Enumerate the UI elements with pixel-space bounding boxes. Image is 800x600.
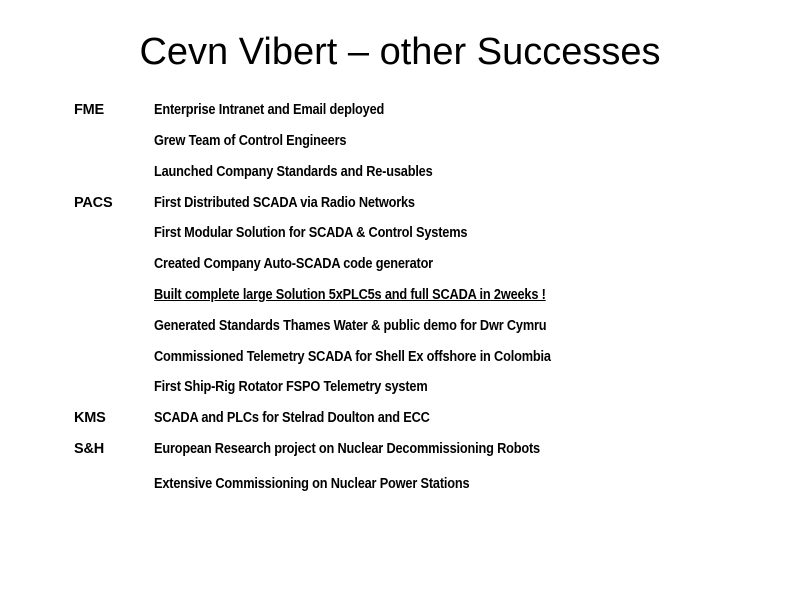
list-item xyxy=(74,285,774,305)
achievement-text: First Modular Solution for SCADA & Control Systems xyxy=(154,225,468,241)
list-item xyxy=(74,377,774,397)
achievement-text: Grew Team of Control Engineers xyxy=(154,133,347,149)
list-item xyxy=(74,193,774,213)
achievement-text: Commissioned Telemetry SCADA for Shell Ex offshore in Colombia xyxy=(154,349,551,365)
achievement-text: First Ship-Rig Rotator FSPO Telemetry system xyxy=(154,379,428,395)
achievement-text: Extensive Commissioning on Nuclear Power Stations xyxy=(154,476,470,492)
list-item xyxy=(74,439,774,459)
list-item xyxy=(74,254,774,274)
achievement-text: Built complete large Solution 5xPLC5s and full SCADA in 2weeks ! xyxy=(154,287,546,303)
achievement-text: Created Company Auto-SCADA code generator xyxy=(154,256,433,272)
org-label: KMS xyxy=(74,410,106,426)
org-label: PACS xyxy=(74,195,113,211)
list-item xyxy=(74,408,774,428)
list-item xyxy=(74,474,774,494)
slide-title: Cevn Vibert – other Successes xyxy=(139,31,661,73)
list-item xyxy=(74,162,774,182)
org-label: S&H xyxy=(74,441,105,457)
list-item xyxy=(74,316,774,336)
list-item xyxy=(74,100,774,120)
achievement-text: Launched Company Standards and Re-usables xyxy=(154,164,433,180)
list-item xyxy=(74,223,774,243)
achievement-text: First Distributed SCADA via Radio Networks xyxy=(154,195,415,211)
achievement-text: Enterprise Intranet and Email deployed xyxy=(154,102,385,118)
achievement-text: Generated Standards Thames Water & public demo for Dwr Cymru xyxy=(154,318,547,334)
list-item xyxy=(74,131,774,151)
org-label: FME xyxy=(74,102,105,118)
achievement-text: SCADA and PLCs for Stelrad Doulton and ECC xyxy=(154,410,430,426)
achievement-text: European Research project on Nuclear Decommissioning Robots xyxy=(154,441,540,457)
list-item xyxy=(74,347,774,367)
